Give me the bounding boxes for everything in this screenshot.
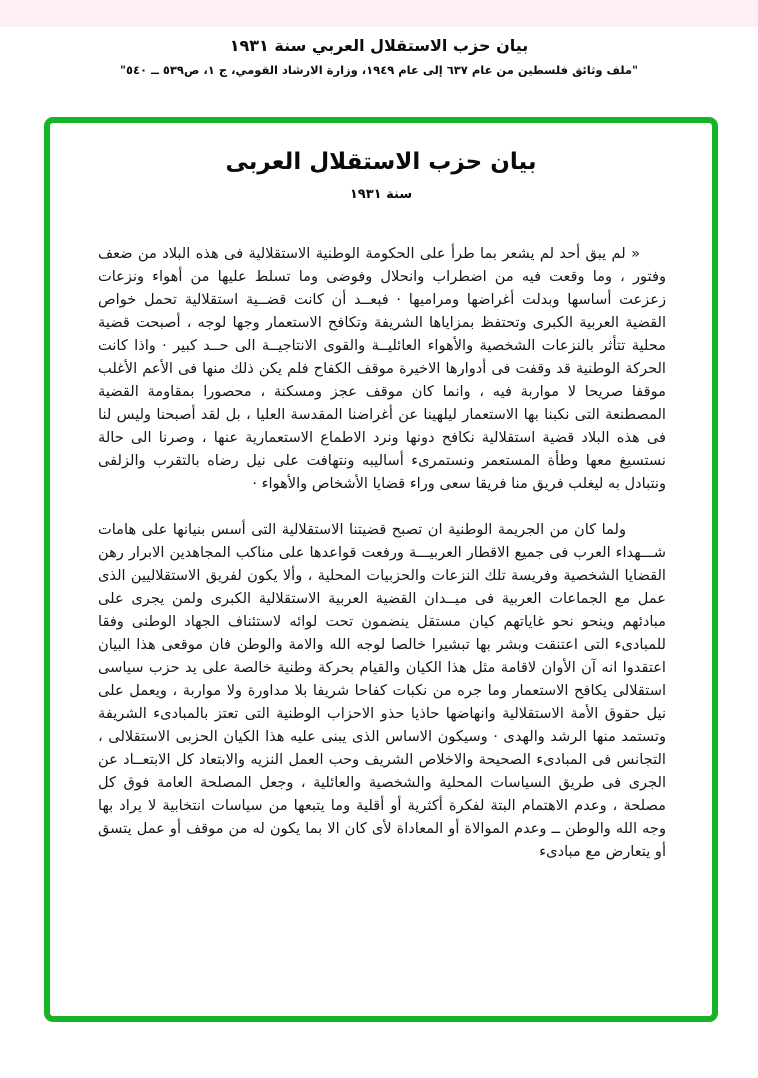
page-header [0,36,758,77]
body-paragraph: ولما كان من الجريمة الوطنية ان تصبح قضيتنا الاستقلالية التى أسس بنيانها على هامات شـــهداء العرب فى جميع الاقطار العربيـــة ورفعت قواعدها على مناكب المجاهدين الابرار رهن القضايا الشخصية وفريسة تلك النزعات والحزبيات المحلية ، وألا يكون لفريق الاستقلاليين الذى عمل مع الجماعات العربية فى ميــدان القضية العربية الاستقلالية الكبرى ولمن يجرى على مبادئهم وينحو نحو غاياتهم كيان مستقل ينضمون تحت لوائه لاستئناف الجهاد الوطنى وفقا للمبادىء التى اعتنقت وبشر بها تبشيرا خالصا لوجه الله والامة والوطن فان موقعى هذا البيان اعتقدوا انه آن الأوان لاقامة مثل هذا الكيان والقيام بحركة وطنية خالصة على يد حزب سياسى استقلالى يكافح الاستعمار وما جره من نكبات كفاحا شريفا بلا مداورة ولا مواربة ، ويعمل على نيل حقوق الأمة الاستقلالية وانهاضها حاذيا حذو الاحزاب الوطنية التى تعتز بالمبادىء الشريفة وتستمد منها الرشد والهدى · وسيكون الاساس الذى يبنى عليه هذا الكيان الحزبى الاستقلالى ، التجانس فى المبادىء الصحيحة والاخلاص الشريف وحب العمل النزيه والابتعاد كل الابتعــاد عن الجرى فى طريق السياسات المحلية والشخصية والعائلية ، وجعل المصلحة العامة فوق كل مصلحة ، وعدم الاهتمام البتة لفكرة أكثرية أو أقلية وما يتبعها من سياسات انتخابية لا يراد بها وجه الله والوطن ــ وعدم الموالاة أو المعاداة لأى كان الا بما يكون له من موقف أو عمل يتسق أو يتعارض مع مبادىء [98,521,666,860]
page-title: بيان حزب الاستقلال العربي سنة ١٩٣١ [229,36,529,55]
document-body [98,242,666,863]
top-pink-band [0,0,758,27]
document-border-frame [44,117,718,1022]
source-citation: "ملف وثائق فلسطين من عام ٦٣٧ إلى عام ١٩٤٩، وزارة الارشاد القومي، ج ١، ص٥٣٩ ــ ٥٤٠" [119,63,639,77]
body-paragraph: « لم يبق أحد لم يشعر بما طرأ على الحكومة الوطنية الاستقلالية فى هذه البلاد من ضعف وفتور ، وما وقعت فيه من اضطراب وانحلال وفوضى وما تسلط عليها من أهواء ونزعات زعزعت أساسها وبدلت أغراضها ومراميها · فبعــد أن كانت قضــية استقلالية تحمل خواص القضية العربية الكبرى وتحتفظ بمزاياها الشريفة وتكافح الاستعمار وجها لوجه ، أصبحت قضية محلية تتأثر بالنزعات الشخصية والأهواء العائليــة والقوى الانتاجيــة الى حــد كبير · واذا كانت الحركة الوطنية قد وقفت فى أدوارها الاخيرة موقف الكفاح فلم يكن ذلك منها فى الأعم الأغلب موقفا صريحا لا مواربة فيه ، وانما كان موقف عجز ومسكنة ، محصورا بمقاومة القضية المصطنعة التى نكبنا بها الاستعمار ليلهينا عن أغراضنا المقدسة العليا ، بل لقد أصبحنا وليس لنا فى هذه البلاد قضية استقلالية نكافح دونها ونرد الاطماع الاستعمارية عنها ، وصرنا الى حالة نستسيغ معها وطأة المستعمر ونستمرىء أساليبه ونتهافت على نيل رضاه بالتقرب والزلفى ونتبادل به ليغلب فريق منا فريقا سعى وراء قضايا الأشخاص والأهواء · [98,245,666,492]
document-title: بيان حزب الاستقلال العربى [225,149,537,175]
document-subtitle-year: سنة ١٩٣١ [349,187,413,202]
